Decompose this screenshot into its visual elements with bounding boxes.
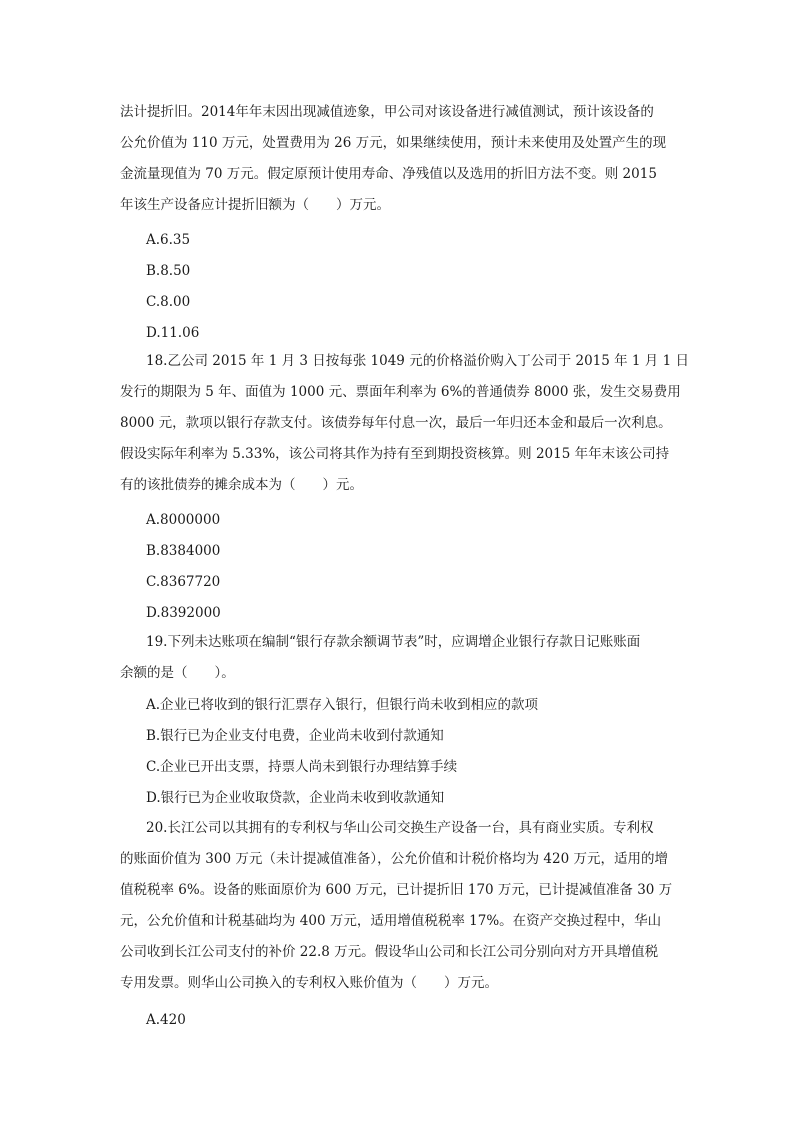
q20-option-a: A.420 bbox=[146, 1012, 186, 1028]
q18-option-d: D.8392000 bbox=[146, 605, 221, 621]
q20-line-1: 20.长江公司以其拥有的专利权与华山公司交换生产设备一台，具有商业实质。专利权 bbox=[146, 820, 654, 836]
q17-option-c: C.8.00 bbox=[146, 294, 191, 310]
q18-line-4: 假设实际年利率为 5.33%，该公司将其作为持有至到期投资核算。则 2015 年年末该公司持 bbox=[120, 446, 670, 462]
q17-line-2: 公允价值为 110 万元，处置费用为 26 万元，如果继续使用，预计未来使用及处置产生的现 bbox=[120, 135, 667, 151]
q17-line-3: 金流量现值为 70 万元。假定原预计使用寿命、净残值以及选用的折旧方法不变。则 2015 bbox=[120, 166, 657, 182]
q19-line-2: 余额的是（ ）。 bbox=[120, 665, 235, 681]
q18-line-2: 发行的期限为 5 年、面值为 1000 元、票面年利率为 6%的普通债券 8000 张，发生交易费用 bbox=[120, 384, 681, 400]
q18-line-5: 有的该批债券的摊余成本为（ ）元。 bbox=[120, 477, 363, 493]
q20-line-3: 值税税率 6%。设备的账面原价为 600 万元，已计提折旧 170 万元，已计提减值准备 30 万 bbox=[120, 882, 673, 898]
q19-option-a: A.企业已将收到的银行汇票存入银行，但银行尚未收到相应的款项 bbox=[146, 697, 539, 713]
q18-option-b: B.8384000 bbox=[146, 543, 221, 559]
q17-line-4: 年该生产设备应计提折旧额为（ ）万元。 bbox=[120, 197, 390, 213]
q17-option-a: A.6.35 bbox=[146, 232, 191, 248]
q19-option-b: B.银行已为企业支付电费，企业尚未收到付款通知 bbox=[146, 728, 444, 744]
q17-line-1: 法计提折旧。2014年年末因出现减值迹象，甲公司对该设备进行减值测试，预计该设备的 bbox=[120, 104, 654, 120]
q19-option-d: D.银行已为企业收取贷款，企业尚未收到收款通知 bbox=[146, 790, 445, 806]
q18-line-3: 8000 元，款项以银行存款支付。该债券每年付息一次，最后一年归还本金和最后一次利息。 bbox=[120, 415, 672, 431]
q17-option-d: D.11.06 bbox=[146, 325, 200, 341]
q17-option-b: B.8.50 bbox=[146, 263, 191, 279]
q20-line-2: 的账面价值为 300 万元（未计提减值准备），公允价值和计税价格均为 420 万元，适用的增 bbox=[120, 851, 668, 867]
q20-line-4: 元，公允价值和计税基础均为 400 万元，适用增值税税率 17%。在资产交换过程中，华山 bbox=[120, 913, 662, 929]
q20-line-5: 公司收到长江公司支付的补价 22.8 万元。假设华山公司和长江公司分别向对方开具增值税 bbox=[120, 944, 659, 960]
q18-option-c: C.8367720 bbox=[146, 574, 221, 590]
q19-option-c: C.企业已开出支票，持票人尚未到银行办理结算手续 bbox=[146, 759, 458, 775]
q18-option-a: A.8000000 bbox=[146, 512, 221, 528]
q19-line-1: 19.下列未达账项在编制“银行存款余额调节表”时，应调增企业银行存款日记账账面 bbox=[146, 634, 641, 650]
q20-line-6: 专用发票。则华山公司换入的专利权入账价值为（ ）万元。 bbox=[120, 975, 498, 991]
q18-line-1: 18.乙公司 2015 年 1 月 3 日按每张 1049 元的价格溢价购入丁公司于 2015 年 1 月 1 日 bbox=[146, 353, 689, 369]
